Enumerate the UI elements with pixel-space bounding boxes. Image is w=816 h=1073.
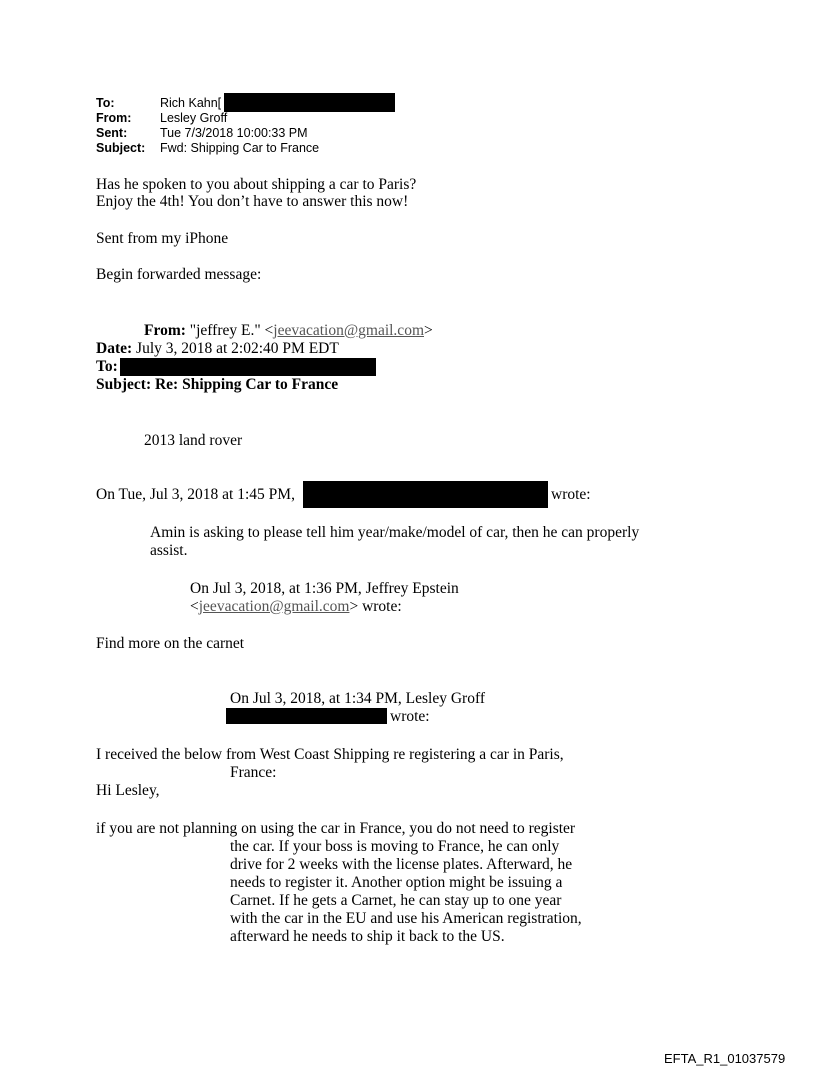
bates-number: EFTA_R1_01037579	[664, 1051, 786, 1066]
begin-forwarded: Begin forwarded message:	[96, 266, 262, 283]
para-line-5: Carnet. If he gets a Carnet, he can stay up to one year	[230, 892, 562, 909]
amin-line-1: Amin is asking to please tell him year/make/model of car, then he can properly	[150, 524, 640, 541]
para-line-7: afterward he needs to ship it back to the US.	[230, 928, 505, 945]
received-line-2: France:	[230, 764, 277, 781]
jeff-open: <	[190, 598, 199, 615]
from-value: Lesley Groff	[160, 111, 228, 125]
on-tue-wrote: wrote:	[551, 486, 591, 503]
on-tue-prefix: On Tue, Jul 3, 2018 at 1:45 PM,	[96, 486, 295, 503]
fwd-date-row	[96, 340, 339, 358]
fwd-to-label: To:	[96, 358, 118, 375]
fwd-date-label: Date:	[96, 340, 133, 357]
amin-line-2: assist.	[150, 542, 188, 559]
lesley-line-1: On Jul 3, 2018, at 1:34 PM, Lesley Groff	[230, 690, 486, 707]
sent-value: Tue 7/3/2018 10:00:33 PM	[160, 126, 308, 140]
received-line-1: I received the below from West Coast Shipping re registering a car in Paris,	[96, 746, 564, 763]
jeff-line-1: On Jul 3, 2018, at 1:36 PM, Jeffrey Epstein	[190, 580, 459, 597]
fwd-to-row	[96, 358, 118, 376]
to-value: Rich Kahn[	[160, 96, 222, 110]
from-label: From:	[96, 111, 132, 125]
fwd-subject: Subject: Re: Shipping Car to France	[96, 376, 339, 393]
para-line-1: if you are not planning on using the car in France, you do not need to register	[96, 820, 576, 837]
para-line-4: needs to register it. Another option might be issuing a	[230, 874, 563, 891]
car-model: 2013 land rover	[144, 432, 243, 449]
subject-value: Fwd: Shipping Car to France	[160, 141, 320, 155]
fwd-from-label: From:	[144, 322, 186, 339]
para-line-2: the car. If your boss is moving to France, he can only	[230, 838, 560, 855]
lesley-wrote: wrote:	[390, 708, 430, 725]
jeff-close: > wrote:	[349, 598, 402, 615]
body-line-2: Enjoy the 4th! You don’t have to answer this now!	[96, 193, 409, 210]
sent-from-iphone: Sent from my iPhone	[96, 230, 229, 247]
find-more: Find more on the carnet	[96, 635, 245, 652]
redaction-block	[120, 358, 376, 376]
jeff-email-link[interactable]: jeevacation@gmail.com	[198, 598, 350, 615]
sent-label: Sent:	[96, 126, 128, 140]
jeff-line-2	[190, 598, 402, 616]
redaction-block	[226, 708, 387, 724]
fwd-from-row	[144, 322, 433, 340]
fwd-from-name: "jeffrey E." <	[189, 322, 274, 339]
subject-label: Subject:	[96, 141, 146, 155]
redaction-block	[224, 93, 395, 112]
to-label: To:	[96, 96, 115, 110]
body-line-1: Has he spoken to you about shipping a car to Paris?	[96, 176, 417, 193]
hi-lesley: Hi Lesley,	[96, 782, 160, 799]
para-line-3: drive for 2 weeks with the license plates. Afterward, he	[230, 856, 573, 873]
redaction-block	[303, 481, 548, 508]
fwd-from-email-link[interactable]: jeevacation@gmail.com	[273, 322, 424, 339]
para-line-6: with the car in the EU and use his American registration,	[230, 910, 582, 927]
fwd-date-value: July 3, 2018 at 2:02:40 PM EDT	[136, 340, 339, 357]
fwd-from-close: >	[424, 322, 433, 339]
